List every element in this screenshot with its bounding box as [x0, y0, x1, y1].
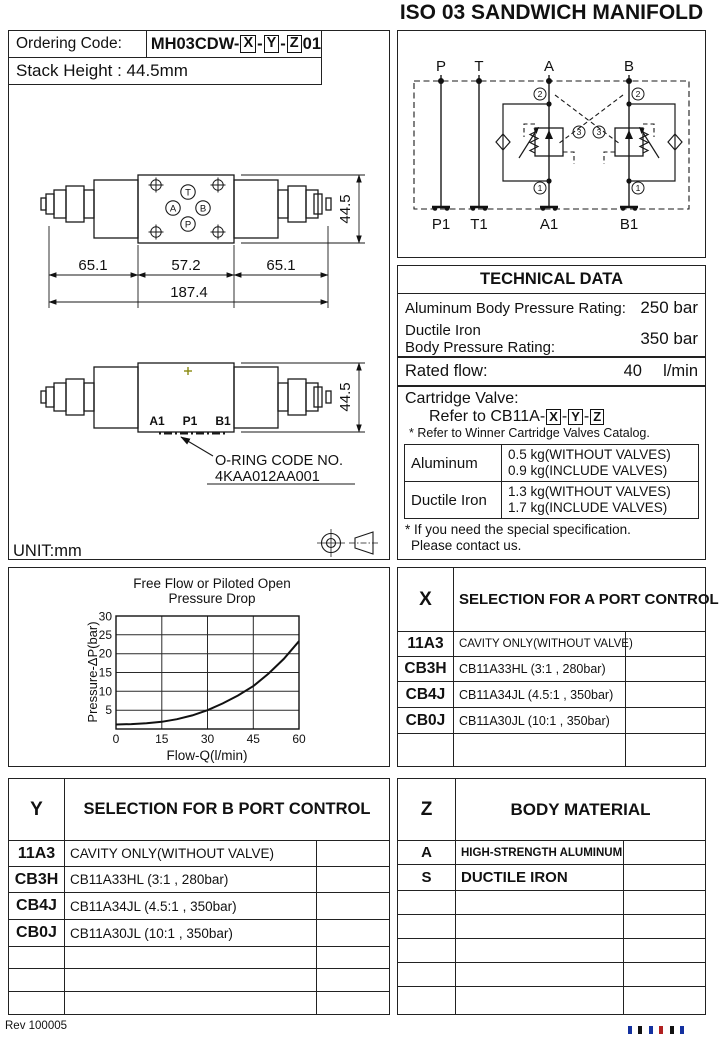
- x-key: X: [398, 568, 454, 632]
- port-p-label: P: [184, 219, 192, 231]
- marker-3-b: 3: [596, 127, 602, 137]
- special-spec-note: * If you need the special specification. Please contact us.: [405, 522, 631, 553]
- port-t1: T1: [470, 216, 488, 233]
- cartridge-x: X: [546, 409, 561, 425]
- rated-flow-value: 40: [623, 362, 642, 380]
- cartridge-valve-section: [398, 387, 705, 442]
- weight-table: [404, 444, 699, 519]
- table-row-empty: [398, 915, 706, 939]
- check-valve-loops: [496, 104, 682, 181]
- hydraulic-schematic-panel: [397, 30, 706, 258]
- x-header: SELECTION FOR A PORT CONTROL: [454, 568, 706, 632]
- port-b: B: [623, 58, 635, 75]
- z-key: Z: [398, 779, 456, 841]
- cartridge-valve-line1: Cartridge Valve:: [405, 390, 519, 407]
- ordering-code-prefix: MH03CDW-: [150, 34, 240, 53]
- table-row: CB4J CB11A34JL (4.5:1 , 350bar): [398, 682, 706, 708]
- table-row-empty: [398, 734, 706, 767]
- table-row-empty: [9, 969, 390, 992]
- z-header: BODY MATERIAL: [456, 779, 706, 841]
- empty-cell: [626, 657, 706, 682]
- ordering-code-label: Ordering Code:: [9, 31, 147, 57]
- empty-cell: [624, 865, 706, 891]
- table-row: 11A3 CAVITY ONLY(WITHOUT VALVE): [9, 841, 390, 867]
- stack-height-row: Stack Height : 44.5mm: [8, 57, 322, 85]
- empty-cell: [626, 682, 706, 708]
- svg-text:15: 15: [98, 665, 112, 680]
- svg-text:Free Flow or Piloted Open: Free Flow or Piloted Open: [133, 576, 291, 591]
- cartridge-valve-line2: Refer to CB11A- X - Y - Z: [405, 408, 698, 426]
- table-row: CB0J CB11A30JL (10:1 , 350bar): [9, 920, 390, 947]
- empty-cell: [317, 867, 390, 893]
- empty-cell: [317, 920, 390, 947]
- marker-1-a: 1: [537, 183, 543, 193]
- oring-note: [215, 453, 343, 485]
- weight-values: 0.5 kg(WITHOUT VALVES) 0.9 kg(INCLUDE VALVES): [508, 447, 671, 478]
- svg-text:5: 5: [105, 703, 112, 718]
- counterbalance-valves: [535, 128, 643, 156]
- alu-pressure-value: 250 bar: [640, 298, 698, 317]
- empty-cell: [624, 841, 706, 865]
- oring-code-line2: 4KAA012AA001: [215, 469, 320, 485]
- marker-3-a: 3: [576, 127, 582, 137]
- chart-x-label: Flow-Q(l/min): [166, 748, 248, 763]
- svg-text:Pressure Drop: Pressure Drop: [168, 591, 256, 606]
- spring-icon: [519, 131, 659, 158]
- cartridge-z: Z: [590, 409, 604, 425]
- table-row: S DUCTILE IRON: [398, 865, 706, 891]
- svg-text:25: 25: [98, 627, 112, 642]
- port-p1: P1: [431, 216, 451, 233]
- ordering-code-value: MH03CDW- X - Y - Z 01: [150, 34, 321, 53]
- chart-x-ticks: [113, 732, 306, 746]
- weight-material: Aluminum: [405, 445, 502, 481]
- weight-row-aluminum: [405, 445, 698, 482]
- ordering-code-z: Z: [287, 35, 302, 52]
- svg-text:20: 20: [98, 646, 112, 661]
- svg-text:60: 60: [292, 732, 306, 746]
- footer-logo-partial: [628, 1021, 698, 1025]
- iron-pressure-label: Ductile Iron Body Pressure Rating:: [405, 322, 556, 356]
- dimension-values: [78, 194, 354, 301]
- table-row-empty: [398, 987, 706, 1015]
- svg-text:0: 0: [112, 732, 120, 746]
- svg-text:10: 10: [98, 684, 112, 699]
- port-t-label: T: [185, 187, 191, 199]
- chart-title: [133, 576, 291, 606]
- port-b-label: B: [199, 203, 207, 215]
- marker-2-a: 2: [537, 89, 543, 99]
- empty-cell: [626, 632, 706, 657]
- port-t: T: [474, 58, 484, 75]
- port-p: P: [435, 58, 447, 75]
- pressure-drop-chart-panel: [8, 567, 390, 767]
- dim-height-bottom: 44.5: [337, 382, 354, 412]
- table-row: CB0J CB11A30JL (10:1 , 350bar): [398, 708, 706, 734]
- dim-right: 65.1: [266, 257, 296, 274]
- port-b1: B1: [619, 216, 639, 233]
- chart-y-label: Pressure-ΔP(bar): [85, 621, 100, 723]
- dim-left: 65.1: [78, 257, 108, 274]
- y-selection-table: [8, 778, 390, 1015]
- chart-grid: [116, 616, 299, 729]
- footer-revision: Rev 100005: [5, 1020, 68, 1032]
- y-header: SELECTION FOR B PORT CONTROL: [65, 779, 390, 841]
- table-row: A HIGH-STRENGTH ALUMINUM: [398, 841, 706, 865]
- ordering-code-row: [8, 30, 322, 58]
- empty-cell: [317, 841, 390, 867]
- weight-material: Ductile Iron: [405, 482, 502, 518]
- projection-symbol-icon: [317, 529, 378, 557]
- empty-cell: [626, 708, 706, 734]
- technical-data-panel: [397, 265, 706, 560]
- rated-flow-unit: l/min: [663, 362, 698, 380]
- page-title: ISO 03 SANDWICH MANIFOLD: [399, 1, 704, 24]
- bottom-view-port-labels: [149, 414, 231, 428]
- technical-data-header: TECHNICAL DATA: [398, 266, 705, 294]
- plus-mark-icon: [184, 367, 192, 375]
- oring-code-line1: O-RING CODE NO.: [215, 453, 344, 469]
- svg-text:15: 15: [155, 732, 169, 746]
- dim-center: 57.2: [171, 257, 201, 274]
- table-row-empty: [398, 891, 706, 915]
- port-a-label: A: [169, 203, 177, 215]
- hydraulic-schematic: [398, 31, 704, 256]
- pilot-lines: [524, 95, 654, 164]
- svg-text:30: 30: [98, 609, 112, 624]
- pressure-drop-chart: [9, 568, 388, 765]
- svg-text:30: 30: [200, 732, 215, 746]
- svg-text:45: 45: [246, 732, 260, 746]
- z-body-material-table: [397, 778, 706, 1015]
- table-row-empty: [9, 947, 390, 969]
- table-row-empty: [398, 963, 706, 987]
- rated-flow-label: Rated flow:: [405, 362, 488, 380]
- marker-2-b: 2: [635, 89, 641, 99]
- port-a1-label: A1: [149, 414, 165, 428]
- dim-height-top: 44.5: [337, 194, 354, 224]
- table-row: CB3H CB11A33HL (3:1 , 280bar): [398, 657, 706, 682]
- dim-total: 187.4: [170, 284, 208, 301]
- table-row: 11A3 CAVITY ONLY(WITHOUT VALVE): [398, 632, 706, 657]
- port-a: A: [543, 58, 555, 75]
- dimension-drawings: [9, 84, 389, 558]
- weight-values: 1.3 kg(WITHOUT VALVES) 1.7 kg(INCLUDE VALVES): [508, 484, 671, 515]
- weight-row-ductile-iron: [405, 482, 698, 518]
- cartridge-valve-note: * Refer to Winner Cartridge Valves Catalog.: [409, 426, 650, 440]
- table-row-empty: [398, 939, 706, 963]
- cartridge-y: Y: [568, 409, 583, 425]
- top-view-drawing: [41, 175, 331, 243]
- unit-note: UNIT:mm: [13, 542, 82, 560]
- table-row: CB3H CB11A33HL (3:1 , 280bar): [9, 867, 390, 893]
- x-selection-table: [397, 567, 719, 767]
- empty-cell: [317, 893, 390, 920]
- ordering-code-y: Y: [264, 35, 280, 52]
- table-row-empty: [9, 992, 390, 1015]
- marker-1-b: 1: [635, 183, 641, 193]
- ordering-code-suffix: 01: [302, 34, 321, 53]
- port-p1-label: P1: [182, 414, 198, 428]
- table-row: CB4J CB11A34JL (4.5:1 , 350bar): [9, 893, 390, 920]
- port-a1: A1: [539, 216, 559, 233]
- chart-y-ticks: [99, 610, 113, 718]
- y-key: Y: [9, 779, 65, 841]
- port-b1-label: B1: [215, 414, 231, 428]
- iron-pressure-value: 350 bar: [640, 329, 698, 348]
- alu-pressure-label: Aluminum Body Pressure Rating:: [405, 299, 626, 317]
- ordering-code-x: X: [240, 35, 256, 52]
- top-view-port-labels: [170, 187, 206, 230]
